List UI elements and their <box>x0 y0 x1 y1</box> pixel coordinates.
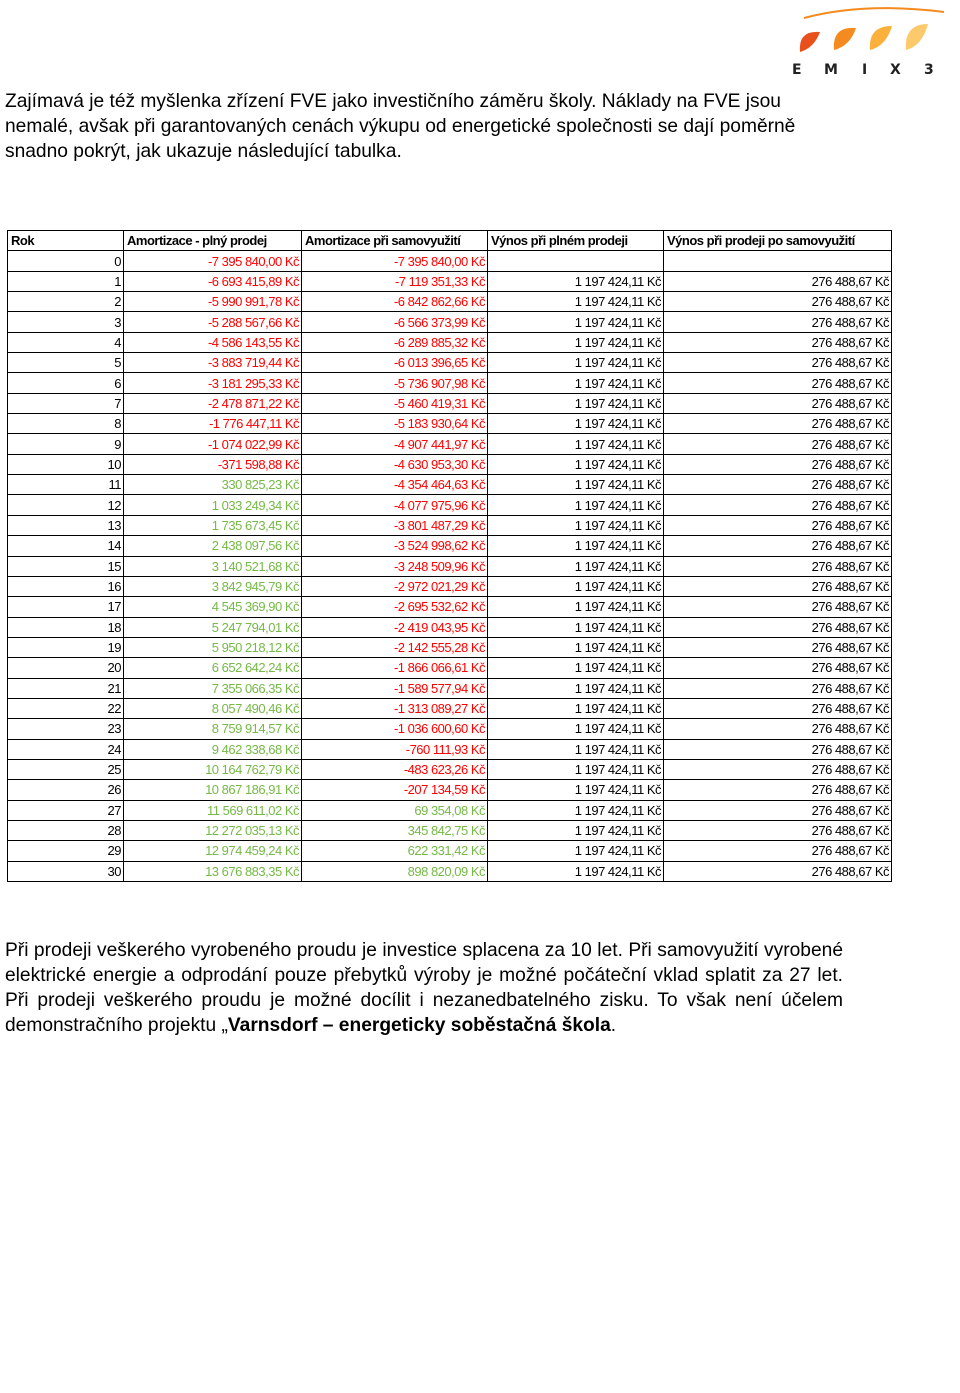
table-row <box>8 353 892 373</box>
logo-letter: I <box>862 62 868 78</box>
cell-amortization-self-use: -207 134,59 Kč <box>302 780 488 800</box>
cell-revenue-after-self-use: 276 488,67 Kč <box>664 312 892 332</box>
table-row <box>8 841 892 861</box>
cell-revenue-after-self-use: 276 488,67 Kč <box>664 576 892 596</box>
cell-revenue-after-self-use: 276 488,67 Kč <box>664 556 892 576</box>
cell-year: 1 <box>8 271 124 291</box>
cell-revenue-after-self-use: 276 488,67 Kč <box>664 597 892 617</box>
cell-amortization-full-sale: 1 735 673,45 Kč <box>124 515 302 535</box>
header-amortization-full-sale: Amortizace - plný prodej <box>124 231 302 251</box>
cell-amortization-full-sale: -6 693 415,89 Kč <box>124 271 302 291</box>
conclusion-end: . <box>610 1015 617 1036</box>
cell-amortization-full-sale: -3 883 719,44 Kč <box>124 353 302 373</box>
table-row <box>8 678 892 698</box>
cell-revenue-full-sale: 1 197 424,11 Kč <box>488 698 664 718</box>
cell-amortization-self-use: -6 842 862,66 Kč <box>302 292 488 312</box>
logo-petal-4 <box>906 24 928 50</box>
cell-amortization-full-sale: 3 140 521,68 Kč <box>124 556 302 576</box>
cell-revenue-full-sale: 1 197 424,11 Kč <box>488 617 664 637</box>
cell-year: 9 <box>8 434 124 454</box>
table-row <box>8 373 892 393</box>
cell-year: 17 <box>8 597 124 617</box>
cell-amortization-full-sale: -1 074 022,99 Kč <box>124 434 302 454</box>
cell-revenue-full-sale: 1 197 424,11 Kč <box>488 861 664 881</box>
cell-amortization-full-sale: -2 478 871,22 Kč <box>124 393 302 413</box>
cell-revenue-after-self-use: 276 488,67 Kč <box>664 393 892 413</box>
cell-year: 19 <box>8 637 124 657</box>
cell-amortization-full-sale: 13 676 883,35 Kč <box>124 861 302 881</box>
cell-year: 0 <box>8 251 124 271</box>
table-row <box>8 658 892 678</box>
header-revenue-full-sale: Výnos při plném prodeji <box>488 231 664 251</box>
table-row <box>8 332 892 352</box>
cell-amortization-self-use: -1 589 577,94 Kč <box>302 678 488 698</box>
logo-petal-1 <box>800 32 820 52</box>
cell-year: 7 <box>8 393 124 413</box>
cell-revenue-full-sale: 1 197 424,11 Kč <box>488 353 664 373</box>
cell-amortization-full-sale: 10 164 762,79 Kč <box>124 759 302 779</box>
cell-amortization-full-sale: 5 247 794,01 Kč <box>124 617 302 637</box>
cell-revenue-full-sale: 1 197 424,11 Kč <box>488 739 664 759</box>
table-row <box>8 861 892 881</box>
cell-revenue-full-sale: 1 197 424,11 Kč <box>488 820 664 840</box>
cell-amortization-full-sale: 330 825,23 Kč <box>124 475 302 495</box>
cell-year: 26 <box>8 780 124 800</box>
cell-revenue-full-sale: 1 197 424,11 Kč <box>488 515 664 535</box>
cell-revenue-full-sale: 1 197 424,11 Kč <box>488 841 664 861</box>
cell-amortization-full-sale: -7 395 840,00 Kč <box>124 251 302 271</box>
cell-revenue-full-sale: 1 197 424,11 Kč <box>488 658 664 678</box>
cell-amortization-full-sale: 4 545 369,90 Kč <box>124 597 302 617</box>
cell-revenue-after-self-use: 276 488,67 Kč <box>664 515 892 535</box>
cell-revenue-after-self-use: 276 488,67 Kč <box>664 841 892 861</box>
logo-letters <box>792 62 934 78</box>
logo-letter: E <box>792 62 802 78</box>
cell-year: 3 <box>8 312 124 332</box>
project-name: Varnsdorf – energeticky soběstačná škola <box>227 1015 611 1036</box>
cell-amortization-self-use: -483 623,26 Kč <box>302 759 488 779</box>
cell-amortization-full-sale: 10 867 186,91 Kč <box>124 780 302 800</box>
cell-amortization-self-use: -4 630 953,30 Kč <box>302 454 488 474</box>
cell-amortization-self-use: -2 419 043,95 Kč <box>302 617 488 637</box>
table-row <box>8 576 892 596</box>
cell-amortization-full-sale: 12 974 459,24 Kč <box>124 841 302 861</box>
cell-amortization-self-use: -3 801 487,29 Kč <box>302 515 488 535</box>
cell-year: 22 <box>8 698 124 718</box>
cell-amortization-full-sale: 12 272 035,13 Kč <box>124 820 302 840</box>
cell-amortization-full-sale: 8 057 490,46 Kč <box>124 698 302 718</box>
cell-amortization-self-use: -3 524 998,62 Kč <box>302 536 488 556</box>
cell-revenue-full-sale: 1 197 424,11 Kč <box>488 393 664 413</box>
cell-revenue-after-self-use: 276 488,67 Kč <box>664 719 892 739</box>
logo-letter: 3 <box>924 62 934 78</box>
table-row <box>8 719 892 739</box>
conclusion-paragraph <box>5 938 843 1038</box>
cell-amortization-self-use: 898 820,09 Kč <box>302 861 488 881</box>
intro-paragraph: Zajímavá je též myšlenka zřízení FVE jako investičního záměru školy. Náklady na FVE jsou nemalé, avšak při garantovaných cenách výkupu od energetické společnosti se dají poměrně snadno pokrýt, jak ukazuje následující tabulka. <box>5 91 796 162</box>
table-row <box>8 434 892 454</box>
cell-amortization-self-use: -4 354 464,63 Kč <box>302 475 488 495</box>
cell-amortization-full-sale: 2 438 097,56 Kč <box>124 536 302 556</box>
cell-revenue-full-sale: 1 197 424,11 Kč <box>488 495 664 515</box>
cell-revenue-full-sale: 1 197 424,11 Kč <box>488 434 664 454</box>
cell-revenue-full-sale: 1 197 424,11 Kč <box>488 414 664 434</box>
cell-amortization-full-sale: -5 288 567,66 Kč <box>124 312 302 332</box>
cell-amortization-full-sale: -371 598,88 Kč <box>124 454 302 474</box>
cell-revenue-after-self-use: 276 488,67 Kč <box>664 414 892 434</box>
conclusion-text: Při prodeji veškerého vyrobeného proudu je investice splacena za 10 let. Při samovyužití vyrobené elektrické energie a odprodání pouze přebytků výroby je možné počáteční vklad splatit za 27 let. Při prodeji veškerého proudu je možné docílit i nezanedbatelného zisku. To však není účelem demonstračního projektu „ <box>5 940 843 1036</box>
cell-amortization-self-use: -5 460 419,31 Kč <box>302 393 488 413</box>
cell-amortization-full-sale: 5 950 218,12 Kč <box>124 637 302 657</box>
cell-amortization-self-use: 69 354,08 Kč <box>302 800 488 820</box>
cell-year: 5 <box>8 353 124 373</box>
cell-amortization-full-sale: -1 776 447,11 Kč <box>124 414 302 434</box>
cell-year: 18 <box>8 617 124 637</box>
cell-amortization-full-sale: 3 842 945,79 Kč <box>124 576 302 596</box>
cell-year: 16 <box>8 576 124 596</box>
table-row <box>8 637 892 657</box>
cell-revenue-full-sale: 1 197 424,11 Kč <box>488 678 664 698</box>
cell-revenue-after-self-use: 276 488,67 Kč <box>664 353 892 373</box>
cell-revenue-full-sale: 1 197 424,11 Kč <box>488 780 664 800</box>
cell-year: 2 <box>8 292 124 312</box>
cell-year: 21 <box>8 678 124 698</box>
cell-amortization-full-sale: -3 181 295,33 Kč <box>124 373 302 393</box>
cell-amortization-full-sale: 11 569 611,02 Kč <box>124 800 302 820</box>
cell-revenue-after-self-use: 276 488,67 Kč <box>664 536 892 556</box>
table-row <box>8 454 892 474</box>
cell-revenue-after-self-use: 276 488,67 Kč <box>664 373 892 393</box>
emix3-logo <box>784 4 954 80</box>
cell-year: 24 <box>8 739 124 759</box>
cell-year: 6 <box>8 373 124 393</box>
cell-amortization-full-sale: 9 462 338,68 Kč <box>124 739 302 759</box>
cell-revenue-after-self-use: 276 488,67 Kč <box>664 637 892 657</box>
cell-year: 11 <box>8 475 124 495</box>
cell-revenue-full-sale: 1 197 424,11 Kč <box>488 312 664 332</box>
cell-revenue-after-self-use: 276 488,67 Kč <box>664 678 892 698</box>
table-body <box>8 251 892 882</box>
cell-amortization-full-sale: -4 586 143,55 Kč <box>124 332 302 352</box>
table-row <box>8 556 892 576</box>
cell-year: 13 <box>8 515 124 535</box>
cell-year: 30 <box>8 861 124 881</box>
cell-year: 29 <box>8 841 124 861</box>
table-row <box>8 536 892 556</box>
cell-revenue-after-self-use: 276 488,67 Kč <box>664 475 892 495</box>
cell-amortization-self-use: -1 313 089,27 Kč <box>302 698 488 718</box>
cell-revenue-after-self-use: 276 488,67 Kč <box>664 332 892 352</box>
cell-revenue-after-self-use: 276 488,67 Kč <box>664 495 892 515</box>
cell-revenue-full-sale: 1 197 424,11 Kč <box>488 759 664 779</box>
cell-amortization-self-use: -5 183 930,64 Kč <box>302 414 488 434</box>
table-row <box>8 597 892 617</box>
cell-revenue-full-sale: 1 197 424,11 Kč <box>488 637 664 657</box>
header-amortization-self-use: Amortizace při samovyužití <box>302 231 488 251</box>
cell-revenue-full-sale: 1 197 424,11 Kč <box>488 576 664 596</box>
header-revenue-after-self-use: Výnos při prodeji po samovyužití <box>664 231 892 251</box>
cell-revenue-after-self-use: 276 488,67 Kč <box>664 861 892 881</box>
table-row <box>8 780 892 800</box>
table-row <box>8 515 892 535</box>
table-row <box>8 617 892 637</box>
cell-amortization-self-use: -6 289 885,32 Kč <box>302 332 488 352</box>
table-row <box>8 698 892 718</box>
cell-revenue-full-sale: 1 197 424,11 Kč <box>488 556 664 576</box>
cell-year: 12 <box>8 495 124 515</box>
logo-petal-2 <box>834 28 856 50</box>
table-row <box>8 393 892 413</box>
cell-revenue-after-self-use: 276 488,67 Kč <box>664 800 892 820</box>
cell-year: 20 <box>8 658 124 678</box>
table-row <box>8 414 892 434</box>
cell-amortization-self-use: 345 842,75 Kč <box>302 820 488 840</box>
cell-revenue-after-self-use: 276 488,67 Kč <box>664 698 892 718</box>
cell-amortization-self-use: -1 866 066,61 Kč <box>302 658 488 678</box>
cell-amortization-full-sale: 1 033 249,34 Kč <box>124 495 302 515</box>
cell-year: 4 <box>8 332 124 352</box>
cell-year: 23 <box>8 719 124 739</box>
cell-revenue-after-self-use: 276 488,67 Kč <box>664 739 892 759</box>
table-row <box>8 271 892 291</box>
cell-revenue-after-self-use: 276 488,67 Kč <box>664 434 892 454</box>
cell-amortization-self-use: -5 736 907,98 Kč <box>302 373 488 393</box>
cell-year: 8 <box>8 414 124 434</box>
table-row <box>8 800 892 820</box>
cell-revenue-after-self-use: 276 488,67 Kč <box>664 759 892 779</box>
cell-revenue-full-sale: 1 197 424,11 Kč <box>488 800 664 820</box>
table-row <box>8 292 892 312</box>
cell-amortization-full-sale: 7 355 066,35 Kč <box>124 678 302 698</box>
cell-amortization-full-sale: 8 759 914,57 Kč <box>124 719 302 739</box>
cell-revenue-full-sale: 1 197 424,11 Kč <box>488 475 664 495</box>
cell-revenue-after-self-use: 276 488,67 Kč <box>664 292 892 312</box>
cell-amortization-self-use: -4 907 441,97 Kč <box>302 434 488 454</box>
cell-amortization-self-use: -2 972 021,29 Kč <box>302 576 488 596</box>
cell-amortization-self-use: -7 119 351,33 Kč <box>302 271 488 291</box>
amortization-table <box>7 230 892 882</box>
cell-amortization-self-use: -7 395 840,00 Kč <box>302 251 488 271</box>
logo-letter: X <box>890 62 901 78</box>
cell-revenue-full-sale <box>488 251 664 271</box>
cell-revenue-full-sale: 1 197 424,11 Kč <box>488 536 664 556</box>
table-row <box>8 495 892 515</box>
cell-amortization-full-sale: 6 652 642,24 Kč <box>124 658 302 678</box>
cell-amortization-full-sale: -5 990 991,78 Kč <box>124 292 302 312</box>
table-row <box>8 475 892 495</box>
cell-revenue-full-sale: 1 197 424,11 Kč <box>488 332 664 352</box>
cell-year: 25 <box>8 759 124 779</box>
table-header-row <box>8 231 892 251</box>
cell-revenue-full-sale: 1 197 424,11 Kč <box>488 454 664 474</box>
cell-revenue-after-self-use: 276 488,67 Kč <box>664 271 892 291</box>
table-row <box>8 312 892 332</box>
cell-revenue-full-sale: 1 197 424,11 Kč <box>488 719 664 739</box>
cell-amortization-self-use: -2 695 532,62 Kč <box>302 597 488 617</box>
cell-year: 28 <box>8 820 124 840</box>
cell-year: 15 <box>8 556 124 576</box>
logo-petals <box>800 8 944 52</box>
cell-revenue-full-sale: 1 197 424,11 Kč <box>488 597 664 617</box>
cell-amortization-self-use: -6 566 373,99 Kč <box>302 312 488 332</box>
cell-revenue-after-self-use <box>664 251 892 271</box>
logo-petal-3 <box>870 26 892 50</box>
cell-amortization-self-use: -760 111,93 Kč <box>302 739 488 759</box>
cell-amortization-self-use: -2 142 555,28 Kč <box>302 637 488 657</box>
logo-letter: M <box>824 62 838 78</box>
cell-revenue-full-sale: 1 197 424,11 Kč <box>488 292 664 312</box>
table-row <box>8 739 892 759</box>
cell-revenue-full-sale: 1 197 424,11 Kč <box>488 271 664 291</box>
cell-year: 10 <box>8 454 124 474</box>
table-row <box>8 759 892 779</box>
cell-amortization-self-use: -3 248 509,96 Kč <box>302 556 488 576</box>
cell-amortization-self-use: -1 036 600,60 Kč <box>302 719 488 739</box>
header-year: Rok <box>8 231 124 251</box>
cell-revenue-after-self-use: 276 488,67 Kč <box>664 658 892 678</box>
cell-amortization-self-use: -4 077 975,96 Kč <box>302 495 488 515</box>
cell-revenue-after-self-use: 276 488,67 Kč <box>664 454 892 474</box>
cell-year: 14 <box>8 536 124 556</box>
cell-revenue-full-sale: 1 197 424,11 Kč <box>488 373 664 393</box>
cell-amortization-self-use: 622 331,42 Kč <box>302 841 488 861</box>
logo-swoosh <box>804 8 944 18</box>
cell-revenue-after-self-use: 276 488,67 Kč <box>664 820 892 840</box>
cell-amortization-self-use: -6 013 396,65 Kč <box>302 353 488 373</box>
table-row <box>8 820 892 840</box>
cell-revenue-after-self-use: 276 488,67 Kč <box>664 780 892 800</box>
cell-year: 27 <box>8 800 124 820</box>
cell-revenue-after-self-use: 276 488,67 Kč <box>664 617 892 637</box>
table-row <box>8 251 892 271</box>
